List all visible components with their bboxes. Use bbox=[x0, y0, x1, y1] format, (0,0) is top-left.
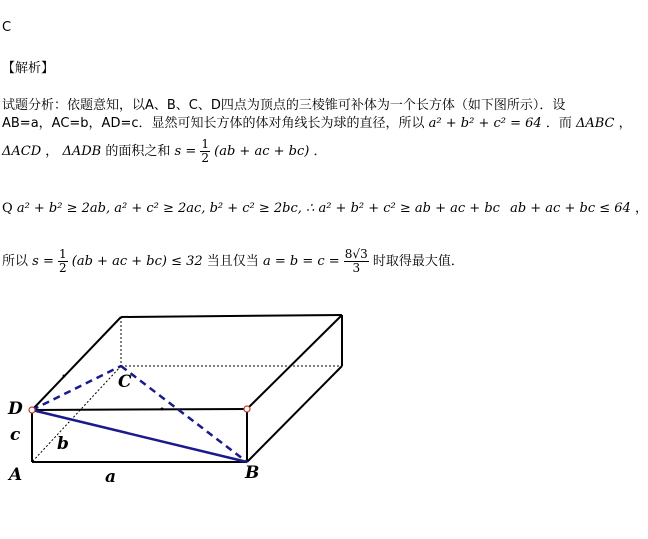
answer-line bbox=[2, 20, 11, 35]
area-sum-text: 的面积之和 bbox=[105, 144, 171, 159]
inequality-result: ab + ac + bc ≤ 64 bbox=[510, 201, 631, 216]
conclusion-half-denominator: 2 bbox=[59, 261, 67, 275]
label-b-point: B bbox=[245, 463, 260, 483]
conclusion-expression: (ab + ac + bc) ≤ 32 bbox=[71, 254, 203, 269]
separator-comma: ， bbox=[45, 144, 59, 159]
triangle-abc: ΔABC bbox=[575, 116, 615, 131]
analysis-line-2 bbox=[2, 112, 632, 131]
area-s-symbol: s = bbox=[174, 144, 197, 159]
conclusion-tail: 时取得最大值． bbox=[372, 254, 464, 269]
vertex-top-front-marker bbox=[244, 406, 250, 412]
max-value-denominator: 3 bbox=[352, 261, 361, 275]
edge-top-right bbox=[247, 315, 342, 409]
half-fraction bbox=[200, 138, 210, 165]
triangle-acd: ΔACD bbox=[2, 144, 42, 159]
cuboid-figure bbox=[0, 300, 630, 539]
visible-edges bbox=[32, 315, 342, 462]
sum-squares-equation: a² + b² + c² = 64 bbox=[428, 116, 542, 131]
midpoint-dot-left bbox=[63, 375, 66, 378]
edge-top-left bbox=[32, 317, 121, 410]
vertex-d-marker bbox=[29, 407, 35, 413]
edge-bottom-right bbox=[247, 366, 342, 462]
conclusion-mid: 当且仅当 bbox=[206, 254, 259, 269]
line3-end: ． bbox=[313, 144, 327, 159]
conclusion-prefix: 所以 bbox=[2, 254, 29, 269]
max-value-fraction bbox=[344, 248, 369, 275]
label-d: D bbox=[8, 399, 23, 419]
inequality-end: ， bbox=[634, 201, 648, 216]
label-b-edge: b bbox=[57, 434, 69, 454]
analysis-line-5 bbox=[2, 248, 464, 275]
edge-d-c-dashed bbox=[32, 366, 121, 410]
label-a-point: A bbox=[9, 465, 23, 485]
hidden-edges bbox=[32, 317, 342, 462]
line2-text: AB=a，AC=b，AD=c．显然可知长方体的体对角线长为球的直径，所以 bbox=[2, 116, 425, 131]
line2-tail: ．而 bbox=[545, 116, 572, 131]
analysis-line-3 bbox=[2, 138, 326, 165]
inequality-chain: a² + b² ≥ 2ab, a² + c² ≥ 2ac, b² + c² ≥ 2bc, ∴ a² + b² + c² ≥ ab + ac + bc bbox=[16, 201, 500, 216]
conclusion-half-numerator: 1 bbox=[59, 247, 67, 261]
because-symbol: Q bbox=[2, 201, 13, 216]
triangle-adb: ΔADB bbox=[62, 144, 102, 159]
section-title bbox=[2, 57, 54, 76]
line2-comma: ， bbox=[618, 116, 632, 131]
max-value-numerator: 8√3 bbox=[344, 247, 368, 261]
analysis-intro: 试题分析：依题意知，以A、B、C、D四点为顶点的三棱锥可补体为一个长方体（如下图所示）．设 bbox=[2, 98, 566, 113]
section-title-text: 【解析】 bbox=[2, 61, 55, 76]
conclusion-s-symbol: s = bbox=[32, 254, 54, 269]
equality-condition: a = b = c = bbox=[262, 254, 340, 269]
analysis-line-1 bbox=[2, 94, 565, 113]
answer-text: C bbox=[2, 20, 12, 35]
label-c-point: C bbox=[118, 372, 132, 392]
conclusion-half-fraction bbox=[58, 248, 68, 275]
edge-front-top bbox=[32, 409, 247, 410]
area-expression: (ab + ac + bc) bbox=[214, 144, 310, 159]
midpoint-dot-front bbox=[161, 408, 164, 411]
half-numerator: 1 bbox=[201, 137, 209, 151]
half-denominator: 2 bbox=[201, 151, 209, 165]
label-a-edge: a bbox=[105, 467, 117, 487]
label-c-edge: c bbox=[10, 425, 21, 445]
edge-top-back bbox=[121, 315, 342, 317]
analysis-line-4 bbox=[2, 197, 648, 216]
